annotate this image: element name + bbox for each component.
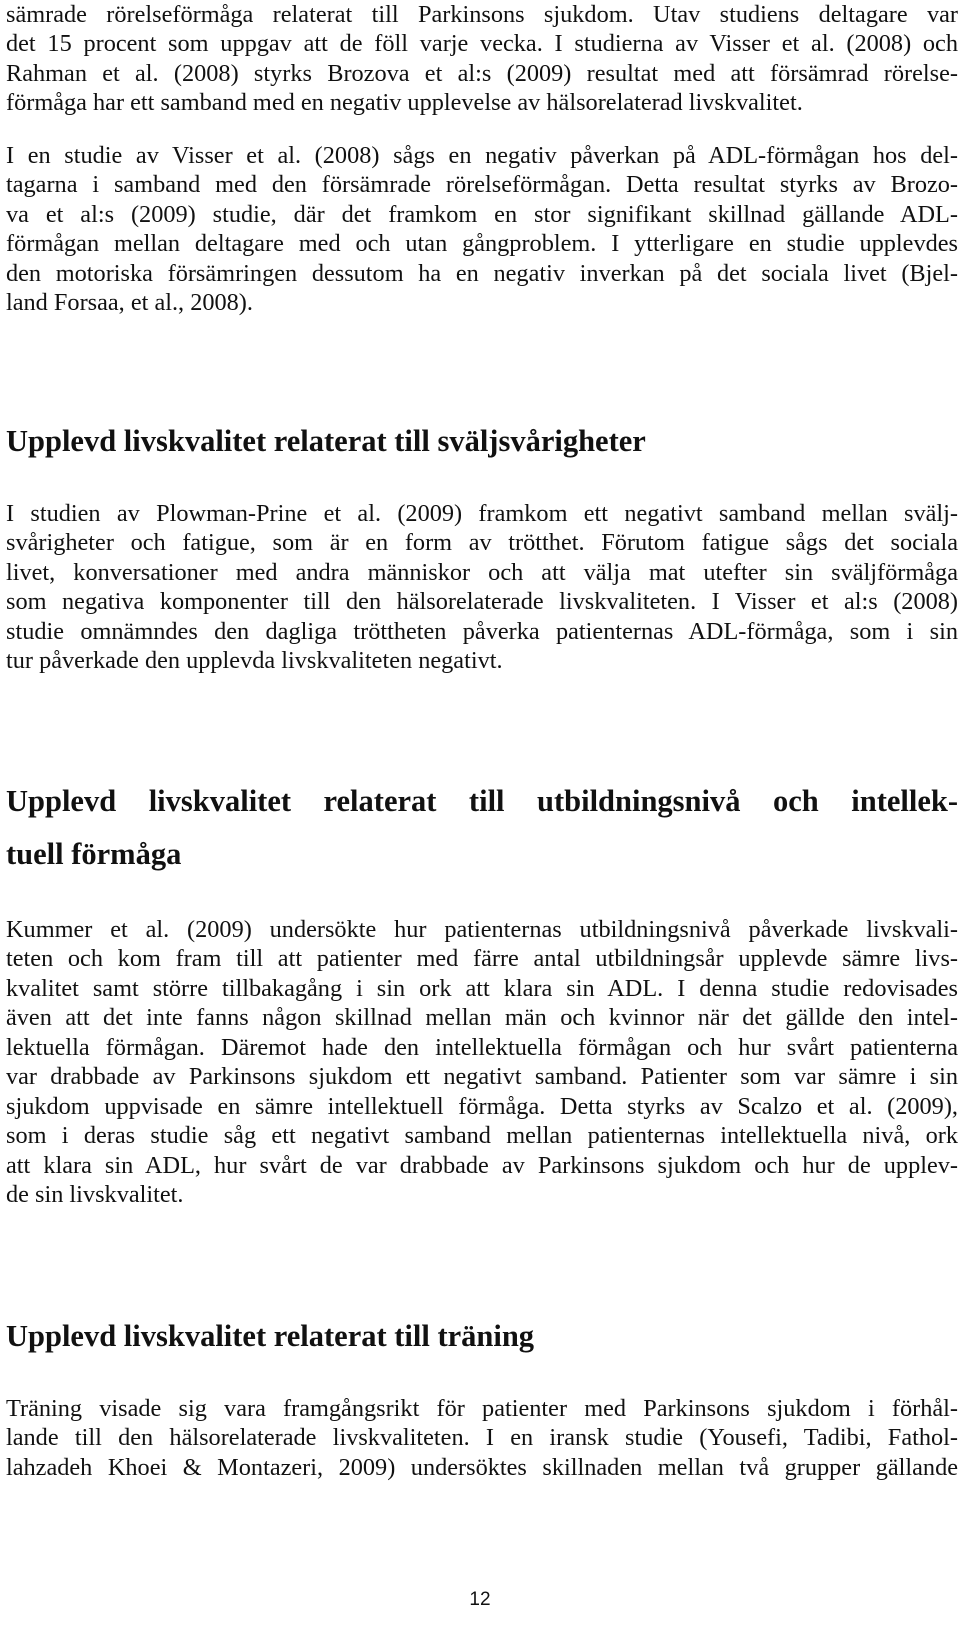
text-line: land Forsaa, et al., 2008).	[6, 289, 253, 316]
text-line: som negativa komponenter till den hälsorelaterade livskvaliteten. I Visser et al:s (2008)	[6, 588, 958, 615]
text-line: förmågan mellan deltagare med och utan gångproblem. I ytterligare en studie upplevdes	[6, 230, 958, 257]
text-line: tagarna i samband med den försämrade rörelseförmågan. Detta resultat styrks av Brozo-	[6, 171, 958, 198]
page-number: 12	[469, 1589, 491, 1610]
text-line: Träning visade sig vara framgångsrikt för patienter med Parkinsons sjukdom i förhål-	[6, 1395, 958, 1422]
text-line: I en studie av Visser et al. (2008) sågs en negativ påverkan på ADL-förmågan hos del-	[6, 142, 958, 169]
text-line: I studien av Plowman-Prine et al. (2009) framkom ett negativt samband mellan svälj-	[6, 500, 958, 527]
text-line: det 15 procent som uppgav att de föll varje vecka. I studierna av Visser et al. (2008) och	[6, 30, 958, 57]
heading-line: Upplevd livskvalitet relaterat till utbildningsnivå och intellek-	[6, 784, 958, 818]
text-line: lektuella förmågan. Däremot hade den intellektuella förmågan och hur svårt patienterna	[6, 1034, 958, 1061]
heading-line: tuell förmåga	[6, 837, 182, 871]
text-line: livet, konversationer med andra människor och att välja mat utefter sin sväljförmåga	[6, 559, 958, 586]
text-line: svårigheter och fatigue, som är en form av trötthet. Förutom fatigue sågs det sociala	[6, 529, 958, 556]
text-line: Kummer et al. (2009) undersökte hur patienternas utbildningsnivå påverkade livskvali-	[6, 916, 958, 943]
text-line: lahzadeh Khoei & Montazeri, 2009) undersöktes skillnaden mellan två grupper gällande	[6, 1454, 958, 1481]
text-line: Rahman et al. (2008) styrks Brozova et al:s (2009) resultat med att försämrad rörelse-	[6, 60, 958, 87]
text-line: va et al:s (2009) studie, där det framkom en stor signifikant skillnad gällande ADL-	[6, 201, 958, 228]
text-line: lande till den hälsorelaterade livskvaliteten. I en iransk studie (Yousefi, Tadibi, Fathol-	[6, 1424, 958, 1451]
section-heading-traning: Upplevd livskvalitet relaterat till träning	[6, 1319, 535, 1353]
text-line: sjukdom uppvisade en sämre intellektuell förmåga. Detta styrks av Scalzo et al. (2009),	[6, 1093, 958, 1120]
text-line: kvalitet samt större tillbakagång i sin ork att klara sin ADL. I denna studie redovisades	[6, 975, 958, 1002]
text-line: de sin livskvalitet.	[6, 1181, 184, 1208]
text-line: som i deras studie såg ett negativt samband mellan patienternas intellektuella nivå, ork	[6, 1122, 958, 1149]
text-line: den motoriska försämringen dessutom ha en negativ inverkan på det sociala livet (Bjel-	[6, 260, 958, 287]
text-line: även att det inte fanns någon skillnad mellan män och kvinnor när det gällde den intel-	[6, 1004, 958, 1031]
text-line: att klara sin ADL, hur svårt de var drabbade av Parkinsons sjukdom och hur de upplev-	[6, 1152, 958, 1179]
text-line: studie omnämndes den dagliga tröttheten påverka patienternas ADL-förmåga, som i sin	[6, 618, 958, 645]
text-line: förmåga har ett samband med en negativ upplevelse av hälsorelaterad livskvalitet.	[6, 89, 803, 116]
text-line: sämrade rörelseförmåga relaterat till Parkinsons sjukdom. Utav studiens deltagare var	[6, 1, 958, 28]
section-heading-svaljsvarigheter: Upplevd livskvalitet relaterat till sväljsvårigheter	[6, 424, 646, 458]
text-line: var drabbade av Parkinsons sjukdom ett negativt samband. Patienter som var sämre i sin	[6, 1063, 958, 1090]
text-line: tur påverkade den upplevda livskvaliteten negativt.	[6, 647, 503, 674]
text-line: teten och kom fram till att patienter med färre antal utbildningsår upplevde sämre livs-	[6, 945, 958, 972]
